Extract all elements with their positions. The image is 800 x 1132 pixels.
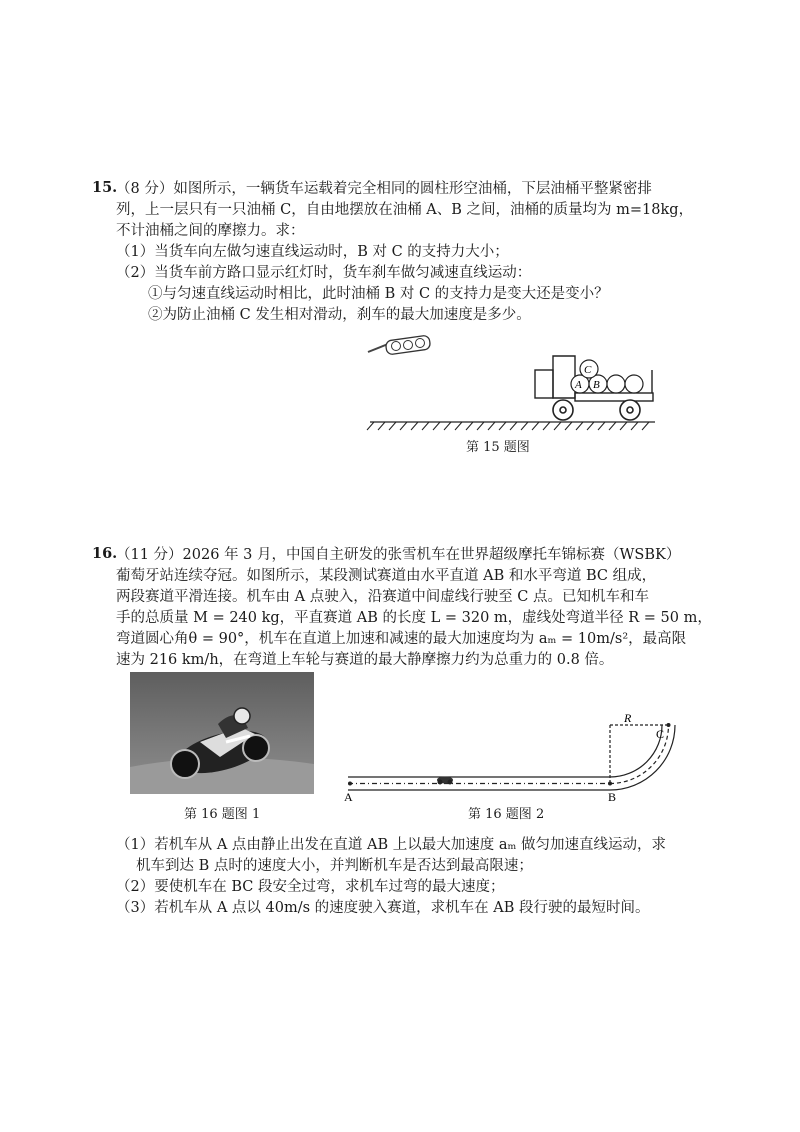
q16-text-line: 手的总质量 M = 240 kg，平直赛道 AB 的长度 L = 320 m，虚线处弯道半径 R = 50 m，	[116, 610, 712, 626]
q16-figure1-caption: 第 16 题图 1	[184, 807, 261, 822]
curve-outer	[610, 725, 675, 790]
ground-hatch-mark	[488, 422, 495, 430]
ground-hatch-mark	[609, 422, 616, 430]
q16-sub-question-2: （2）要使机车在 BC 段安全过弯，求机车过弯的最大速度；	[116, 879, 505, 895]
ground-hatch-mark	[642, 422, 649, 430]
curve-inner	[610, 725, 665, 777]
barrel-b-label: B	[593, 379, 600, 391]
ground-hatch-mark	[576, 422, 583, 430]
point-b-label: B	[608, 790, 617, 802]
ground-hatch-mark	[422, 422, 429, 430]
q16-text-line: 葡萄牙站连续夺冠。如图所示，某段测试赛道由水平直道 AB 和水平弯道 BC 组成，	[116, 568, 657, 584]
ground-hatch-mark	[499, 422, 506, 430]
ground-hatch-mark	[510, 422, 517, 430]
q16-text-line: 弯道圆心角θ = 90°，机车在直道上加速和减速的最大加速度均为 aₘ = 10m/s²，最高限	[116, 631, 687, 647]
ground-hatch-mark	[554, 422, 561, 430]
barrel-c-label: C	[584, 364, 592, 376]
q16-sub-question-1: （1）若机车从 A 点由静止出发在直道 AB 上以最大加速度 aₘ 做匀加速直线运动，求	[116, 837, 667, 853]
ground-hatch-mark	[411, 422, 418, 430]
ground-hatch-mark	[521, 422, 528, 430]
ground-hatch-mark	[466, 422, 473, 430]
q16-text-line: （11 分）2026 年 3 月，中国自主研发的张雪机车在世界超级摩托车锦标赛（WSBK）	[116, 547, 681, 563]
q15-text-line: （8 分）如图所示，一辆货车运载着完全相同的圆柱形空油桶，下层油桶平整紧密排	[116, 181, 652, 197]
ground-hatch-mark	[389, 422, 396, 430]
q16-figure2-caption: 第 16 题图 2	[468, 807, 545, 822]
barrel-a-label: A	[575, 379, 582, 391]
motorcycle-photo	[130, 672, 314, 794]
q15-text-line: 不计油桶之间的摩擦力。求：	[116, 223, 305, 239]
ground-hatch-mark	[378, 422, 385, 430]
ground-hatch-mark	[433, 422, 440, 430]
q16-text-line: 两段赛道平滑连接。机车由 A 点驶入，沿赛道中间虚线行驶至 C 点。已知机车和车	[116, 589, 649, 605]
ground-hatch-mark	[477, 422, 484, 430]
ground-hatch-mark	[400, 422, 407, 430]
radius-label: R	[624, 712, 632, 725]
ground-hatch-mark	[565, 422, 572, 430]
traffic-light-icon	[368, 335, 431, 355]
q16-sub-question-3: （3）若机车从 A 点以 40m/s 的速度驶入赛道，求机车在 AB 段行驶的最短时间。	[116, 900, 650, 916]
motorcycle-icon	[437, 777, 453, 785]
q16-number: 16.	[92, 545, 118, 562]
point-a-label: A	[344, 790, 353, 802]
ground-hatch-mark	[455, 422, 462, 430]
point-c-dot	[667, 723, 671, 727]
point-a-dot	[348, 782, 352, 786]
q15-sub-question-2: （2）当货车前方路口显示红灯时，货车刹车做匀减速直线运动：	[116, 265, 532, 281]
q15-figure-caption: 第 15 题图	[466, 440, 530, 455]
q15-sub-question-2b: ②为防止油桶 C 发生相对滑动，刹车的最大加速度是多少。	[148, 307, 531, 323]
truck-wheels	[553, 400, 640, 420]
q15-text-line: 列，上一层只有一只油桶 C，自由地摆放在油桶 A、B 之间，油桶的质量均为 m=18kg，	[116, 202, 694, 218]
point-b-dot	[608, 782, 612, 786]
ground-hatch-mark	[620, 422, 627, 430]
ground-hatch-mark	[543, 422, 550, 430]
ground-hatch-mark	[631, 422, 638, 430]
q16-text-line: 速为 216 km/h，在弯道上车轮与赛道的最大静摩擦力约为总重力的 0.8 倍。	[116, 652, 614, 668]
q15-number: 15.	[92, 179, 118, 196]
ground-hatch-mark	[367, 422, 374, 430]
q15-truck-figure	[360, 330, 660, 440]
q15-sub-question-1: （1）当货车向左做匀速直线运动时，B 对 C 的支持力大小；	[116, 244, 509, 260]
ground-hatch-mark	[444, 422, 451, 430]
ground-hatch-mark	[532, 422, 539, 430]
q16-sub-question-1-cont: 机车到达 B 点时的速度大小，并判断机车是否达到最高限速；	[136, 858, 533, 874]
ground-hatch-mark	[598, 422, 605, 430]
ground-hatch-mark	[587, 422, 594, 430]
q15-sub-question-2a: ①与匀速直线运动时相比，此时油桶 B 对 C 的支持力是变大还是变小？	[148, 286, 609, 302]
point-c-label: C	[656, 727, 665, 741]
oil-barrels	[571, 360, 643, 393]
q16-track-diagram	[340, 712, 690, 802]
